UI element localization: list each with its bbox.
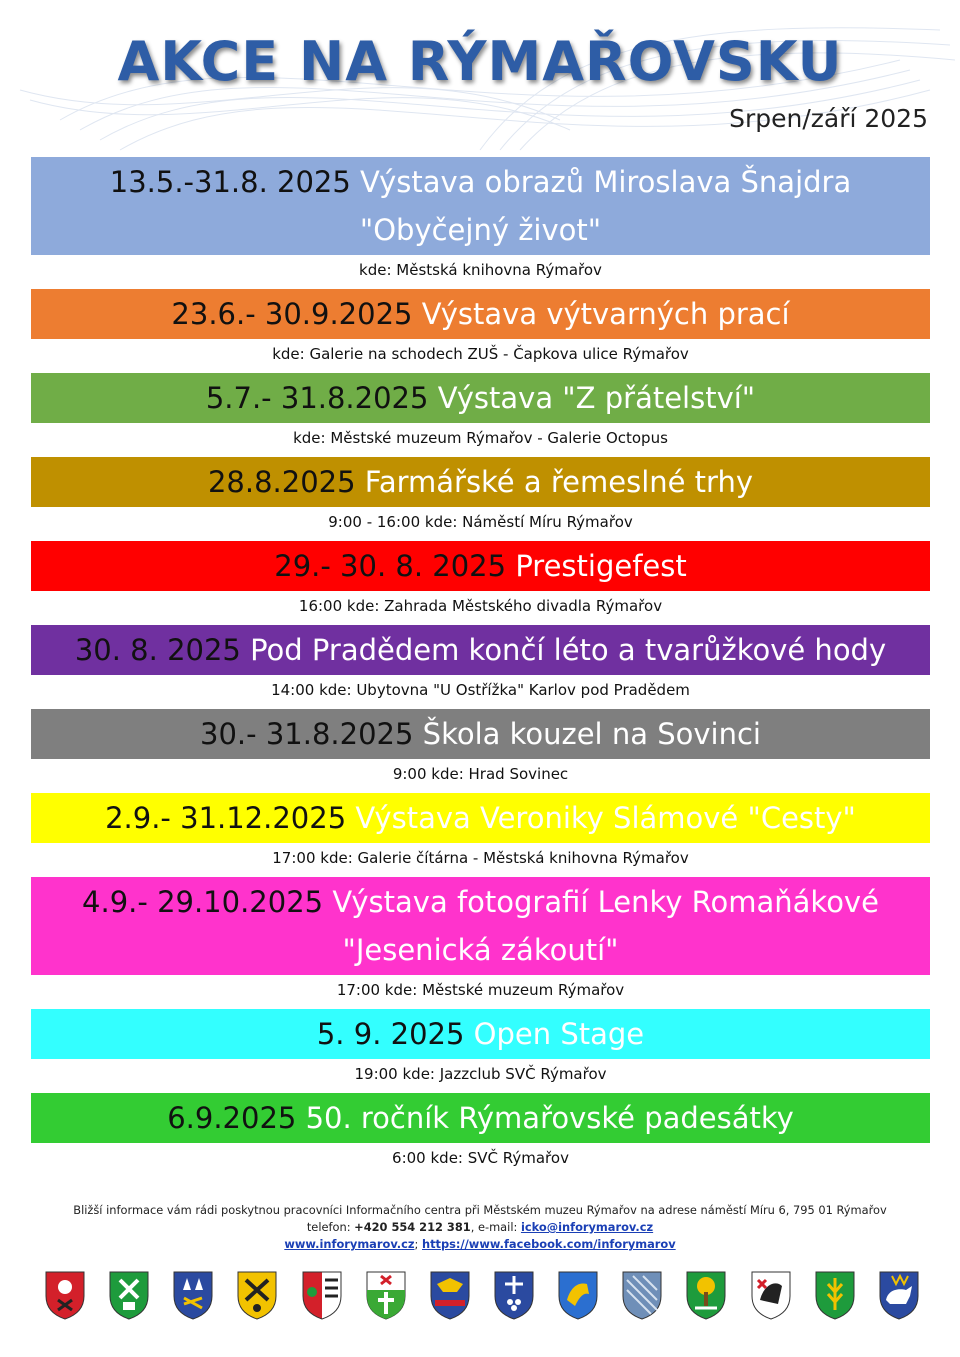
coat-of-arms-13-icon	[814, 1270, 856, 1320]
event-item	[31, 373, 930, 457]
event-bar	[31, 157, 930, 255]
coat-of-arms-6-icon	[365, 1270, 407, 1320]
event-bar	[31, 457, 930, 507]
coat-of-arms-5-icon	[301, 1270, 343, 1320]
event-location: 14:00 kde: Ubytovna "U Ostřížka" Karlov pod Pradědem	[271, 681, 690, 699]
event-date: 29.- 30. 8. 2025	[274, 549, 507, 583]
coat-of-arms-3-icon	[172, 1270, 214, 1320]
footer-info: Bližší informace vám rádi poskytnou pracovníci Informačního centra při Městském muzeu Rýmařov na adrese náměstí Míru 6, 795 01 Rýmařov	[73, 1203, 887, 1217]
event-title: Výstava "Z přátelství"	[437, 381, 756, 415]
event-title-line-2: "Obyčejný život"	[359, 213, 602, 247]
event-date: 28.8.2025	[207, 465, 356, 499]
coat-of-arms-11-icon	[685, 1270, 727, 1320]
event-bar	[31, 625, 930, 675]
event-item	[31, 625, 930, 709]
coat-of-arms-14-icon	[878, 1270, 920, 1320]
event-title: Výstava výtvarných prací	[421, 297, 790, 331]
event-date: 23.6.- 30.9.2025	[171, 297, 413, 331]
event-location: 17:00 kde: Městské muzeum Rýmařov	[336, 981, 625, 999]
event-date: 30.- 31.8.2025	[200, 717, 414, 751]
event-title: Výstava Veroniky Slámové "Cesty"	[355, 801, 856, 835]
coat-of-arms-9-icon	[557, 1270, 599, 1320]
event-title: Výstava fotografií Lenky Romaňákové	[332, 885, 879, 919]
event-date: 2.9.- 31.12.2025	[105, 801, 347, 835]
footer	[0, 1202, 960, 1253]
event-list	[31, 157, 930, 1177]
coat-of-arms-12-icon	[750, 1270, 792, 1320]
coat-of-arms-4-icon	[236, 1270, 278, 1320]
event-item	[31, 1009, 930, 1093]
page-subtitle: Srpen/září 2025	[729, 104, 928, 133]
event-date: 30. 8. 2025	[74, 633, 241, 667]
event-location: 19:00 kde: Jazzclub SVČ Rýmařov	[354, 1065, 607, 1083]
event-bar	[31, 373, 930, 423]
event-location: 9:00 kde: Hrad Sovinec	[392, 765, 569, 783]
event-title: 50. ročník Rýmařovské padesátky	[305, 1101, 794, 1135]
event-date: 13.5.-31.8. 2025	[109, 165, 351, 199]
event-title: Pod Pradědem končí léto a tvarůžkové hody	[250, 633, 887, 667]
event-date: 5. 9. 2025	[316, 1017, 465, 1051]
event-bar	[31, 1093, 930, 1143]
event-location: 17:00 kde: Galerie čítárna - Městská knihovna Rýmařov	[272, 849, 689, 867]
event-bar	[31, 289, 930, 339]
coat-of-arms-10-icon	[621, 1270, 663, 1320]
event-bar	[31, 541, 930, 591]
footer-links: www.inforymarov.cz; https://www.facebook.com/inforymarov	[284, 1237, 676, 1251]
event-location: 9:00 - 16:00 kde: Náměstí Míru Rýmařov	[328, 513, 633, 531]
event-location: kde: Galerie na schodech ZUŠ - Čapkova ulice Rýmařov	[272, 345, 689, 363]
event-date: 6.9.2025	[167, 1101, 297, 1135]
facebook-link[interactable]: https://www.facebook.com/inforymarov	[422, 1237, 676, 1251]
event-title-line-2: "Jesenická zákoutí"	[342, 933, 619, 967]
municipality-crests	[44, 1270, 920, 1320]
phone-number: +420 554 212 381	[354, 1220, 471, 1234]
event-bar	[31, 877, 930, 975]
event-title: Open Stage	[473, 1017, 645, 1051]
event-location: kde: Městská knihovna Rýmařov	[359, 261, 602, 279]
event-location: 16:00 kde: Zahrada Městského divadla Rýmařov	[298, 597, 663, 615]
event-date: 4.9.- 29.10.2025	[82, 885, 324, 919]
event-item	[31, 457, 930, 541]
event-item	[31, 1093, 930, 1177]
event-title: Výstava obrazů Miroslava Šnajdra	[360, 165, 852, 199]
website-link[interactable]: www.inforymarov.cz	[284, 1237, 415, 1251]
event-item	[31, 793, 930, 877]
event-date: 5.7.- 31.8.2025	[205, 381, 429, 415]
event-item	[31, 877, 930, 1009]
event-item	[31, 541, 930, 625]
email-link[interactable]: icko@inforymarov.cz	[520, 1220, 654, 1234]
event-title: Škola kouzel na Sovinci	[422, 717, 761, 751]
event-item	[31, 709, 930, 793]
coat-of-arms-7-icon	[429, 1270, 471, 1320]
coat-of-arms-2-icon	[108, 1270, 150, 1320]
event-location: 6:00 kde: SVČ Rýmařov	[392, 1149, 569, 1167]
footer-contact: telefon: +420 554 212 381, e-mail: icko@inforymarov.cz	[306, 1220, 654, 1234]
event-title: Prestigefest	[515, 549, 687, 583]
page-title: AKCE NA RÝMAŘOVSKU	[117, 30, 843, 93]
event-bar	[31, 709, 930, 759]
coat-of-arms-1-icon	[44, 1270, 86, 1320]
event-item	[31, 289, 930, 373]
coat-of-arms-8-icon	[493, 1270, 535, 1320]
event-title: Farmářské a řemeslné trhy	[364, 465, 754, 499]
event-bar	[31, 793, 930, 843]
event-location: kde: Městské muzeum Rýmařov - Galerie Octopus	[293, 429, 668, 447]
event-bar	[31, 1009, 930, 1059]
event-item	[31, 157, 930, 289]
